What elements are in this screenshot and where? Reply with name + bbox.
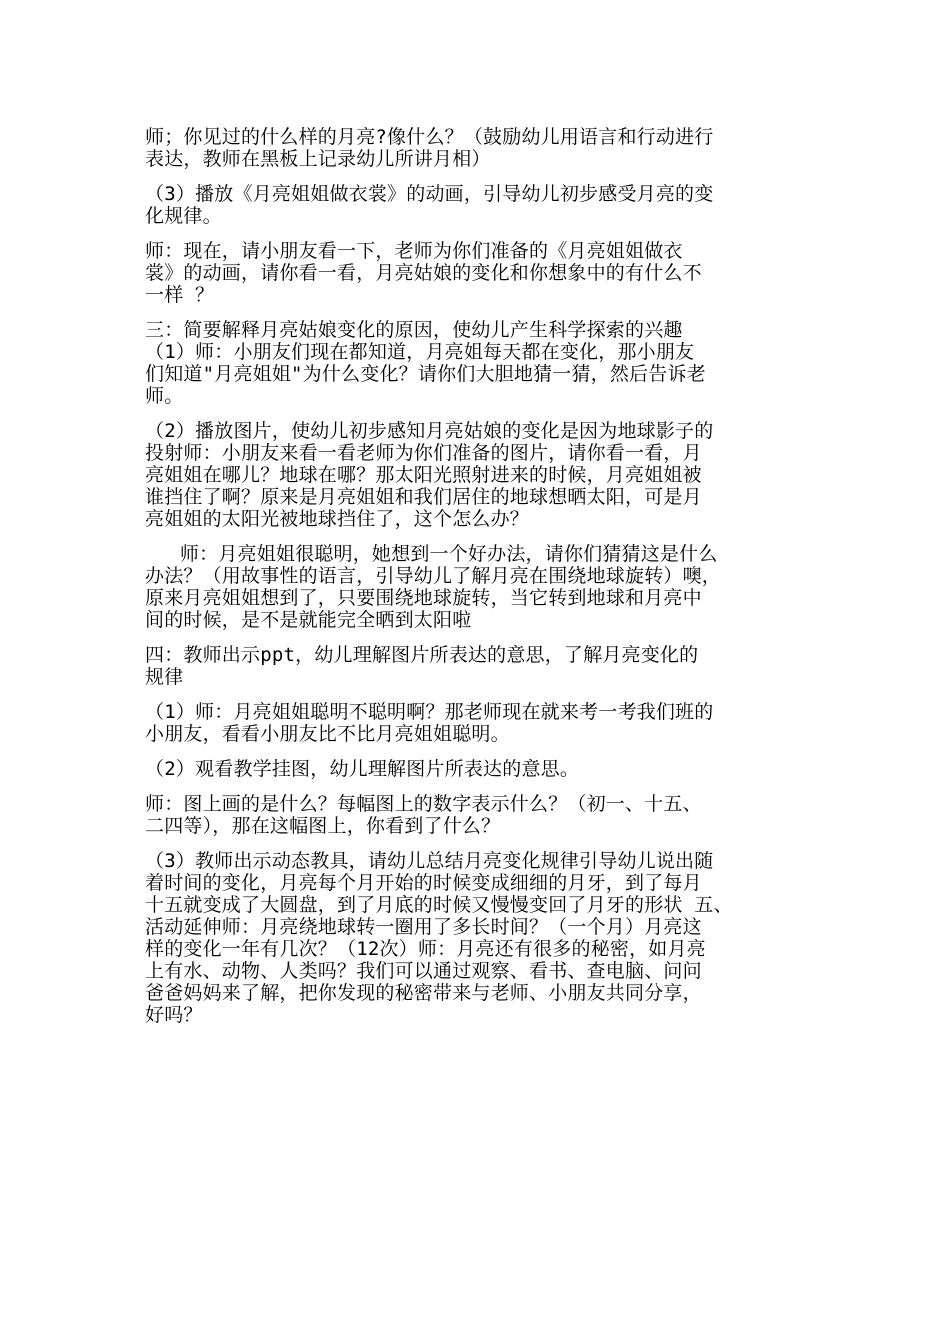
text-line: 一样 ？ [145,284,215,306]
text-line: 师。 [145,385,184,407]
text-line: 样的变化一年有几次？（12次）师：月亮还有很多的秘密，如月亮 [145,938,706,960]
text-line: （1）师：月亮姐姐聪明不聪明啊？那老师现在就来考一考我们班的 [145,701,714,723]
text-line: 谁挡住了啊？原来是月亮姐姐和我们居住的地球想晒太阳，可是月 [145,486,702,508]
text-line: 亮姐姐的太阳光被地球挡住了，这个怎么办？ [145,508,530,530]
text-line: 规律 [145,666,184,688]
text-line: 爸爸妈妈来了解，把你发现的秘密带来与老师、小朋友共同分享， [145,982,702,1004]
paragraph [145,850,825,1026]
text-line: 小朋友，看看小朋友比不比月亮姐姐聪明。 [145,723,510,745]
text-line: 办法？（用故事性的语言，引导幼儿了解月亮在围绕地球旋转）噢， [145,565,722,587]
text-line: 亮姐姐在哪儿？地球在哪？那太阳光照射进来的时候，月亮姐姐被 [145,464,702,486]
text-line: （3）教师出示动态教具，请幼儿总结月亮变化规律引导幼儿说出随 [145,850,714,872]
text-line: 师；你见过的什么样的月亮?像什么？（鼓励幼儿用语言和行动进行 [145,126,714,148]
text-line: 活动延伸师：月亮绕地球转一圈用了多长时间？（一个月）月亮这 [145,916,702,938]
text-line: 裳》的动画，请你看一看，月亮姑娘的变化和你想象中的有什么不 [145,262,702,284]
text-line: 化规律。 [145,205,222,227]
paragraph [145,126,825,170]
text-line: 原来月亮姐姐想到了，只要围绕地球旋转，当它转到地球和月亮中 [145,587,702,609]
text-line: 投射师：小朋友来看一看老师为你们准备的图片，请你看一看，月 [145,442,702,464]
text-line: （2）观看教学挂图，幼儿理解图片所表达的意思。 [145,758,580,780]
text-line: 师：月亮姐姐很聪明，她想到一个好办法，请你们猜猜这是什么 [145,543,718,565]
document-body [145,126,825,1039]
text-line: 二四等），那在这幅图上，你看到了什么？ [145,815,501,837]
text-line: 师：图上画的是什么？每幅图上的数字表示什么？（初一、十五、 [145,793,702,815]
text-line: （1）师：小朋友们现在都知道，月亮姐每天都在变化，那小朋友 [145,341,695,363]
text-line: 间的时候，是不是就能完全晒到太阳啦 [145,609,472,631]
text-line: 三：简要解释月亮姑娘变化的原因，使幼儿产生科学探索的兴趣 [145,319,683,341]
text-line: 上有水、动物、人类吗？我们可以通过观察、看书、查电脑、问问 [145,960,702,982]
paragraph [145,793,825,837]
paragraph [145,420,825,530]
text-line: 好吗？ [145,1004,203,1026]
text-line: 着时间的变化，月亮每个月开始的时候变成细细的月牙，到了每月 [145,872,702,894]
text-line: （3）播放《月亮姐姐做衣裳》的动画，引导幼儿初步感受月亮的变 [145,183,714,205]
paragraph [145,183,825,227]
text-line: 表达，教师在黑板上记录幼儿所讲月相） [145,148,491,170]
paragraph [145,701,825,745]
text-line: （2）播放图片，使幼儿初步感知月亮姑娘的变化是因为地球影子的 [145,420,714,442]
text-line: 师：现在，请小朋友看一下，老师为你们准备的《月亮姐姐做衣 [145,240,683,262]
paragraph [145,543,825,631]
paragraph [145,240,825,306]
paragraph [145,319,825,407]
text-line: 十五就变成了大圆盘，到了月底的时候又慢慢变回了月牙的形状 五、 [145,894,733,916]
paragraph [145,644,825,688]
text-line: 们知道"月亮姐姐"为什么变化？请你们大胆地猜一猜，然后告诉老 [145,363,706,385]
text-line: 四：教师出示ppt，幼儿理解图片所表达的意思，了解月亮变化的 [145,644,699,666]
paragraph [145,758,825,780]
